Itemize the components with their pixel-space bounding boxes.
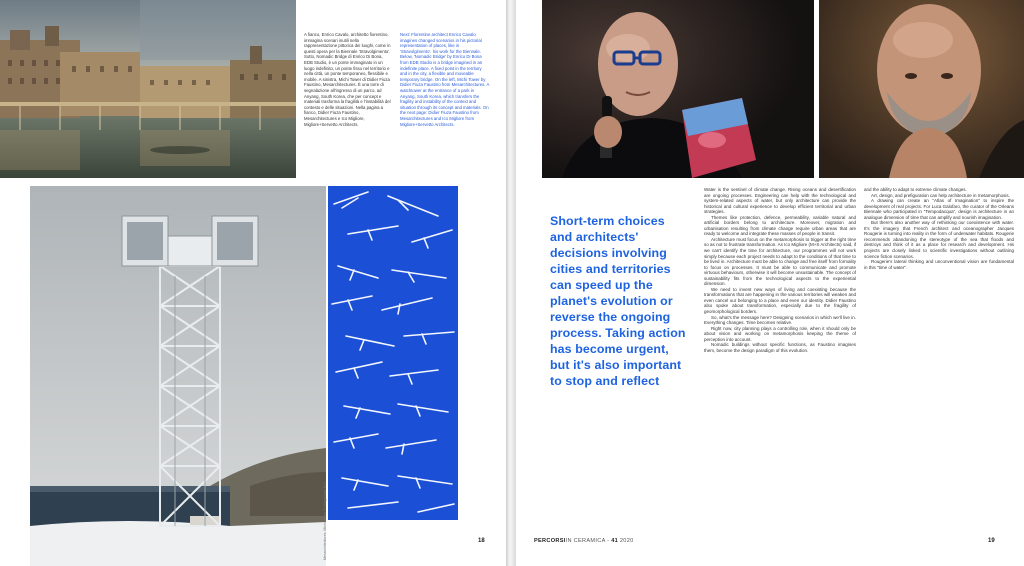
body-column-2	[864, 187, 1014, 270]
paragraph: Water is the sentinel of climate change. Rising oceans and desertification are ongoing processes. Engineering can help with the technological and system-related aspects of water, but only architecture can provide the historical and cultural experience to develop efficient territorial and urban strategies.	[704, 187, 856, 215]
footer-year: 2020	[619, 538, 634, 544]
paragraph: Nomadic buildings without specific functions, as Faustino imagines them, become the design paradigm of this evolution.	[704, 342, 856, 353]
paragraph: So, what's the message here? Designing scenarios in which we'll live in. Everything changes. Time becomes relative.	[704, 314, 856, 326]
footer-brand: PERCORSI	[534, 538, 566, 544]
body-column-1	[704, 187, 856, 353]
footer-brand-light: IN CERAMICA	[565, 538, 606, 544]
pull-quote: Short-term choices and architects' decisions involving cities and territories can speed up the planet's evolution or reverse the ongoing process. Taking action has become urgent, but it's also important to stop and reflect	[550, 214, 686, 388]
paragraph: Themes like protection, defence, permeability, variable natural and artificial borders belong to architecture. Moreover, migration and urbanisation resulting from climate change require urban areas that are ready to welcome and integrate these masses of people in transit.	[704, 214, 856, 237]
right-page	[516, 0, 1024, 566]
blue-sketch-pattern	[328, 186, 458, 520]
paragraph: We need to invent new ways of living and coexisting because the transformations that are happening in the various territories will weaken and even cancel our belonging to a place and even our identity. Didier Faustino also spoke about transformation, especially due to the fragility of geomorphological borders.	[704, 286, 856, 315]
caption-italian: A fianco, Enrico Cavalo, architetto fiorentino, immagina scenari inutili nella rappresentazione pittorica dei luoghi, come in questi opera per la Biennale 'Stravolgimento'. Sotto, Nomadic Bridge di Enrico Di Bona, EDB Studio, è un ponte immaginato in un luogo indefinito, un ponte fisso nel territorio e nella città, un ponte temporaneo, flessibile e mobile. A sinistra, Michi Tower di Didier Fiuza Faustino, Mesarchitectures. È una torre di segnalazione all'ingresso di un parco, ad Anyang, South Korea, che per concept e materiali trasforma la fragilità e l'instabilità del contesto e delle situazioni. Nella pagina a fianco, Didier Fiuza Faustino, Mesarchitectures e Ico Migliore, Migliore+Servetto Architects.	[304, 32, 391, 127]
venice-painting-image	[0, 0, 296, 178]
paragraph: A drawing can create an "Atlas of Imagination" to inspire the development of real projects. For Luca Galofaro, the curator of the Orleans Biennale who participated in "Tempodacqua", design is architecture in an analogue dimension of time that can amplify and nourish imagination.	[864, 198, 1014, 220]
page-number-left: 18	[478, 538, 485, 544]
paragraph: Right now, city planning plays a controlling role, when it should only be about vision and working on metamorphosis keeping the theme of perception into account.	[704, 325, 856, 342]
paragraph: Architecture must focus on the metamorphosis to trigger at the right time so as not to frustrate transformation. As Ico Migliore (M+S Architects) said, if we can't identify the time for architecture, our programmes will not work simply because each project needs to adapt to the conditions of that time to be lived in. Architecture must be able to change and free itself from formality to focus on processes. It must be able to communicate and promote virtuous behaviours, otherwise it will become unsustainable. The concept of sustainability fits from the technological aspects to the experiential dimension.	[704, 236, 856, 287]
paragraph: Rougerie's lateral thinking and unconventional vision are fundamental in this "time of water".	[864, 259, 1014, 270]
caption-english: Next: Florentine architect Enrico Cavalo imagines changed scenarios in his pictorial representation of places, like in 'Stravolgimento'. his work for the Biennale. Below, 'Nomadic Bridge' by Enrico Di Bona from EDB Studio is a bridge imagined in an indefinite place. A fixed point in the territory and in the city, a flexible and moveable temporary bridge. On the left, Michi Tower by Didier Fiuza Faustino from Mesarchitectures. A watchtower at the entrance of a park in Anyang, South Korea, which transfers the fragility and instability of the context and situation through its concept and materials. On the next page: Didier Fiuza Faustino from Mesarchitectures and Ico Migliore from Migliore+Servetto Architects.	[400, 32, 490, 127]
footer-issue: 41	[611, 538, 619, 544]
left-page	[0, 0, 506, 566]
michi-tower-photo	[30, 186, 326, 566]
footer-separator: -	[607, 538, 610, 544]
page-gutter	[506, 0, 516, 566]
magazine-footer	[534, 538, 634, 544]
paragraph: Art, design, and prefiguration can help architecture in metamorphosis.	[871, 192, 1010, 198]
page-number-right: 19	[988, 538, 995, 544]
photo-credit: Mesarchitectures, Michi Tower © Yong-Kwan Kim	[323, 481, 327, 560]
portrait-ico-migliore	[819, 0, 1024, 178]
paragraph: and the ability to adapt to extreme climate changes.	[864, 187, 967, 192]
portrait-didier-faustino	[542, 0, 814, 178]
paragraph: But there's also another way of rethinking our coexistence with water. It's the imagery that French architect and oceanographer Jacques Rougerie is turning into reality in the form of underwater habitats. Rougerie recommends abandoning the stereotype of the sea that floods and destroys and think of it as a place for research and development. His projects are closely linked to scientific investigations without outlining science fiction scenarios.	[864, 220, 1014, 259]
